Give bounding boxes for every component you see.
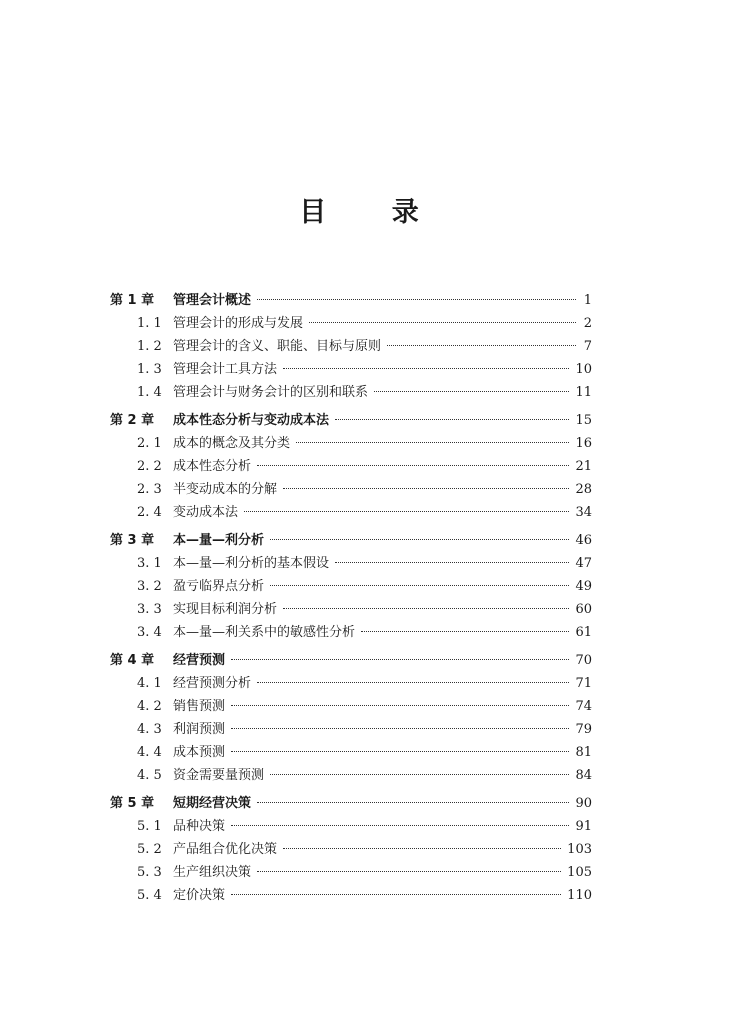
entry-number: 1. 4 — [137, 385, 162, 400]
toc-chapter-entry[interactable] — [110, 529, 592, 552]
entry-number: 第 2 章 — [110, 413, 155, 428]
entry-title: 成本性态分析与变动成本法 — [173, 413, 330, 428]
entry-title: 短期经营决策 — [173, 796, 252, 811]
entry-number: 5. 3 — [137, 865, 162, 880]
dot-leader — [335, 562, 569, 563]
entry-title: 本—量—利分析的基本假设 — [173, 556, 330, 571]
entry-page-number: 11 — [575, 385, 592, 400]
entry-number: 1. 3 — [137, 362, 162, 377]
entry-title: 资金需要量预测 — [173, 768, 265, 783]
entry-page-number: 7 — [583, 339, 592, 354]
entry-page-number: 34 — [575, 505, 592, 520]
table-of-contents — [110, 289, 592, 907]
entry-title: 经营预测分析 — [173, 676, 252, 691]
dot-leader — [257, 299, 576, 300]
entry-title: 管理会计的含义、职能、目标与原则 — [173, 339, 382, 354]
entry-number: 第 4 章 — [110, 653, 155, 668]
dot-leader — [374, 391, 569, 392]
dot-leader — [387, 345, 576, 346]
entry-page-number: 90 — [575, 796, 592, 811]
toc-section-entry[interactable] — [110, 672, 592, 695]
toc-section-entry[interactable] — [110, 695, 592, 718]
entry-title: 生产组织决策 — [173, 865, 252, 880]
entry-number: 4. 5 — [137, 768, 162, 783]
entry-number: 5. 2 — [137, 842, 162, 857]
entry-page-number: 61 — [575, 625, 592, 640]
entry-page-number: 2 — [583, 316, 592, 331]
entry-page-number: 103 — [567, 842, 592, 857]
entry-title: 利润预测 — [173, 722, 226, 737]
toc-section-entry[interactable] — [110, 598, 592, 621]
toc-section-entry[interactable] — [110, 335, 592, 358]
toc-section-entry[interactable] — [110, 432, 592, 455]
entry-number: 2. 3 — [137, 482, 162, 497]
entry-number: 第 1 章 — [110, 293, 155, 308]
entry-title: 经营预测 — [173, 653, 226, 668]
entry-page-number: 60 — [575, 602, 592, 617]
entry-number: 1. 2 — [137, 339, 162, 354]
entry-title: 本—量—利关系中的敏感性分析 — [173, 625, 356, 640]
entry-number: 第 5 章 — [110, 796, 155, 811]
dot-leader — [231, 705, 569, 706]
dot-leader — [244, 511, 569, 512]
entry-number: 2. 2 — [137, 459, 162, 474]
entry-title: 半变动成本的分解 — [173, 482, 278, 497]
dot-leader — [231, 894, 561, 895]
entry-number: 1. 1 — [137, 316, 162, 331]
entry-page-number: 81 — [575, 745, 592, 760]
dot-leader — [270, 539, 569, 540]
entry-page-number: 71 — [575, 676, 592, 691]
toc-section-entry[interactable] — [110, 861, 592, 884]
entry-page-number: 28 — [575, 482, 592, 497]
entry-page-number: 21 — [575, 459, 592, 474]
entry-number: 5. 4 — [137, 888, 162, 903]
entry-title: 成本的概念及其分类 — [173, 436, 291, 451]
entry-title: 管理会计与财务会计的区别和联系 — [173, 385, 369, 400]
dot-leader — [231, 825, 569, 826]
entry-number: 5. 1 — [137, 819, 162, 834]
dot-leader — [270, 774, 569, 775]
entry-title: 变动成本法 — [173, 505, 239, 520]
entry-title: 管理会计工具方法 — [173, 362, 278, 377]
entry-page-number: 1 — [583, 293, 592, 308]
entry-page-number: 15 — [575, 413, 592, 428]
dot-leader — [257, 465, 569, 466]
entry-number: 2. 1 — [137, 436, 162, 451]
entry-number: 4. 4 — [137, 745, 162, 760]
entry-page-number: 49 — [575, 579, 592, 594]
toc-section-entry[interactable] — [110, 575, 592, 598]
toc-section-entry[interactable] — [110, 478, 592, 501]
entry-title: 实现目标利润分析 — [173, 602, 278, 617]
toc-chapter-entry[interactable] — [110, 792, 592, 815]
entry-number: 4. 1 — [137, 676, 162, 691]
entry-page-number: 70 — [575, 653, 592, 668]
entry-number: 3. 2 — [137, 579, 162, 594]
toc-section-entry[interactable] — [110, 621, 592, 644]
dot-leader — [257, 871, 561, 872]
toc-chapter-entry[interactable] — [110, 649, 592, 672]
toc-section-entry[interactable] — [110, 455, 592, 478]
entry-page-number: 105 — [567, 865, 592, 880]
entry-title: 管理会计的形成与发展 — [173, 316, 304, 331]
dot-leader — [257, 682, 569, 683]
entry-title: 成本性态分析 — [173, 459, 252, 474]
toc-section-entry[interactable] — [110, 838, 592, 861]
toc-section-entry[interactable] — [110, 884, 592, 907]
entry-page-number: 79 — [575, 722, 592, 737]
dot-leader — [231, 659, 569, 660]
dot-leader — [309, 322, 576, 323]
dot-leader — [296, 442, 569, 443]
entry-title: 产品组合优化决策 — [173, 842, 278, 857]
toc-section-entry[interactable] — [110, 741, 592, 764]
toc-section-entry[interactable] — [110, 764, 592, 787]
entry-page-number: 46 — [575, 533, 592, 548]
dot-leader — [283, 848, 561, 849]
dot-leader — [283, 368, 569, 369]
entry-page-number: 16 — [575, 436, 592, 451]
entry-title: 销售预测 — [173, 699, 226, 714]
entry-page-number: 110 — [567, 888, 592, 903]
page-title: 目 录 — [299, 197, 447, 228]
toc-chapter-entry[interactable] — [110, 409, 592, 432]
entry-title: 定价决策 — [173, 888, 226, 903]
entry-title: 管理会计概述 — [173, 293, 252, 308]
entry-page-number: 47 — [575, 556, 592, 571]
entry-page-number: 91 — [575, 819, 592, 834]
toc-section-entry[interactable] — [110, 552, 592, 575]
entry-number: 2. 4 — [137, 505, 162, 520]
dot-leader — [283, 488, 569, 489]
dot-leader — [335, 419, 569, 420]
entry-number: 第 3 章 — [110, 533, 155, 548]
dot-leader — [257, 802, 569, 803]
dot-leader — [270, 585, 569, 586]
toc-section-entry[interactable] — [110, 381, 592, 404]
entry-number: 4. 3 — [137, 722, 162, 737]
entry-page-number: 74 — [575, 699, 592, 714]
entry-title: 本—量—利分析 — [173, 533, 265, 548]
dot-leader — [231, 728, 569, 729]
toc-chapter-entry[interactable] — [110, 289, 592, 312]
entry-title: 成本预测 — [173, 745, 226, 760]
toc-section-entry[interactable] — [110, 358, 592, 381]
entry-number: 4. 2 — [137, 699, 162, 714]
entry-number: 3. 4 — [137, 625, 162, 640]
entry-page-number: 84 — [575, 768, 592, 783]
toc-section-entry[interactable] — [110, 815, 592, 838]
dot-leader — [231, 751, 569, 752]
toc-section-entry[interactable] — [110, 312, 592, 335]
entry-title: 盈亏临界点分析 — [173, 579, 265, 594]
dot-leader — [283, 608, 569, 609]
entry-page-number: 10 — [575, 362, 592, 377]
entry-title: 品种决策 — [173, 819, 226, 834]
entry-number: 3. 1 — [137, 556, 162, 571]
entry-number: 3. 3 — [137, 602, 162, 617]
dot-leader — [361, 631, 569, 632]
toc-section-entry[interactable] — [110, 501, 592, 524]
toc-section-entry[interactable] — [110, 718, 592, 741]
